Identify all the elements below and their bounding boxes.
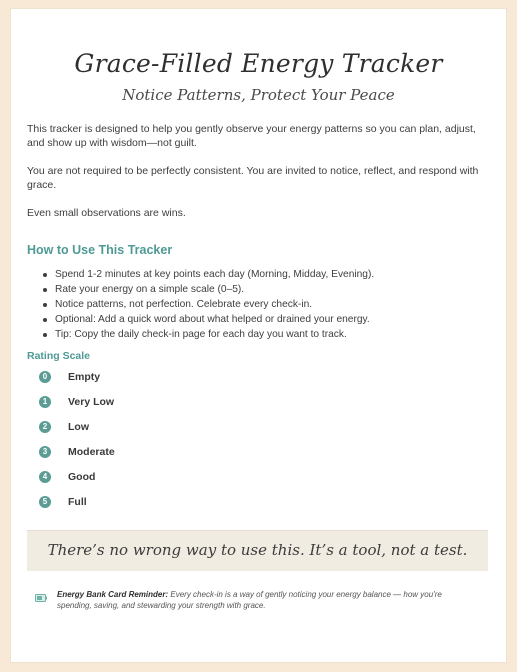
list-item: Tip: Copy the daily check-in page for each day you want to track. xyxy=(55,327,374,342)
quote-text: There’s no wrong way to use this. It’s a tool, not a test. xyxy=(47,541,468,559)
rating-label: Low xyxy=(68,421,89,433)
list-item: Spend 1-2 minutes at key points each day (Morning, Midday, Evening). xyxy=(55,269,375,280)
rating-number-badge: 0 xyxy=(39,371,51,383)
rating-number-badge: 2 xyxy=(39,421,51,433)
reminder-lead: Energy Bank Card Reminder: xyxy=(57,590,169,599)
rating-label: Good xyxy=(68,471,96,483)
rating-label: Very Low xyxy=(68,396,115,408)
page-subtitle: Notice Patterns, Protect Your Peace xyxy=(122,86,395,104)
list-item: Rate your energy on a simple scale (0–5). xyxy=(55,282,374,297)
intro-paragraph-3: Even small observations are wins. xyxy=(27,207,186,219)
reminder-text: Every check-in is a way of gently noticing your energy balance — how you're spending, saving, and stewarding your strength with grace. xyxy=(57,590,442,610)
rating-number-badge: 5 xyxy=(39,496,51,508)
rating-label: Empty xyxy=(68,371,101,383)
how-to-heading: How to Use This Tracker xyxy=(27,243,173,257)
rating-label: Moderate xyxy=(68,446,115,458)
rating-number-badge: 4 xyxy=(39,471,51,483)
quote-banner xyxy=(27,530,488,571)
rating-number-badge: 1 xyxy=(39,396,51,408)
energy-bank-reminder xyxy=(57,589,467,611)
how-to-list xyxy=(55,267,374,342)
rating-label: Full xyxy=(68,496,87,508)
intro-paragraph-1: This tracker is designed to help you gently observe your energy patterns so you can plan, adjust, and show up with wisdom—not guilt. xyxy=(27,123,476,149)
list-item: Optional: Add a quick word about what helped or drained your energy. xyxy=(55,312,374,327)
tracker-page xyxy=(11,9,506,662)
page-title: Grace-Filled Energy Tracker xyxy=(74,49,443,78)
rating-number-badge: 3 xyxy=(39,446,51,458)
intro-paragraph-2: You are not required to be perfectly consistent. You are invited to notice, reflect, and respond with grace. xyxy=(27,165,479,191)
rating-scale-heading: Rating Scale xyxy=(27,350,91,362)
battery-icon xyxy=(35,594,47,602)
list-item: Notice patterns, not perfection. Celebrate every check-in. xyxy=(55,297,374,312)
